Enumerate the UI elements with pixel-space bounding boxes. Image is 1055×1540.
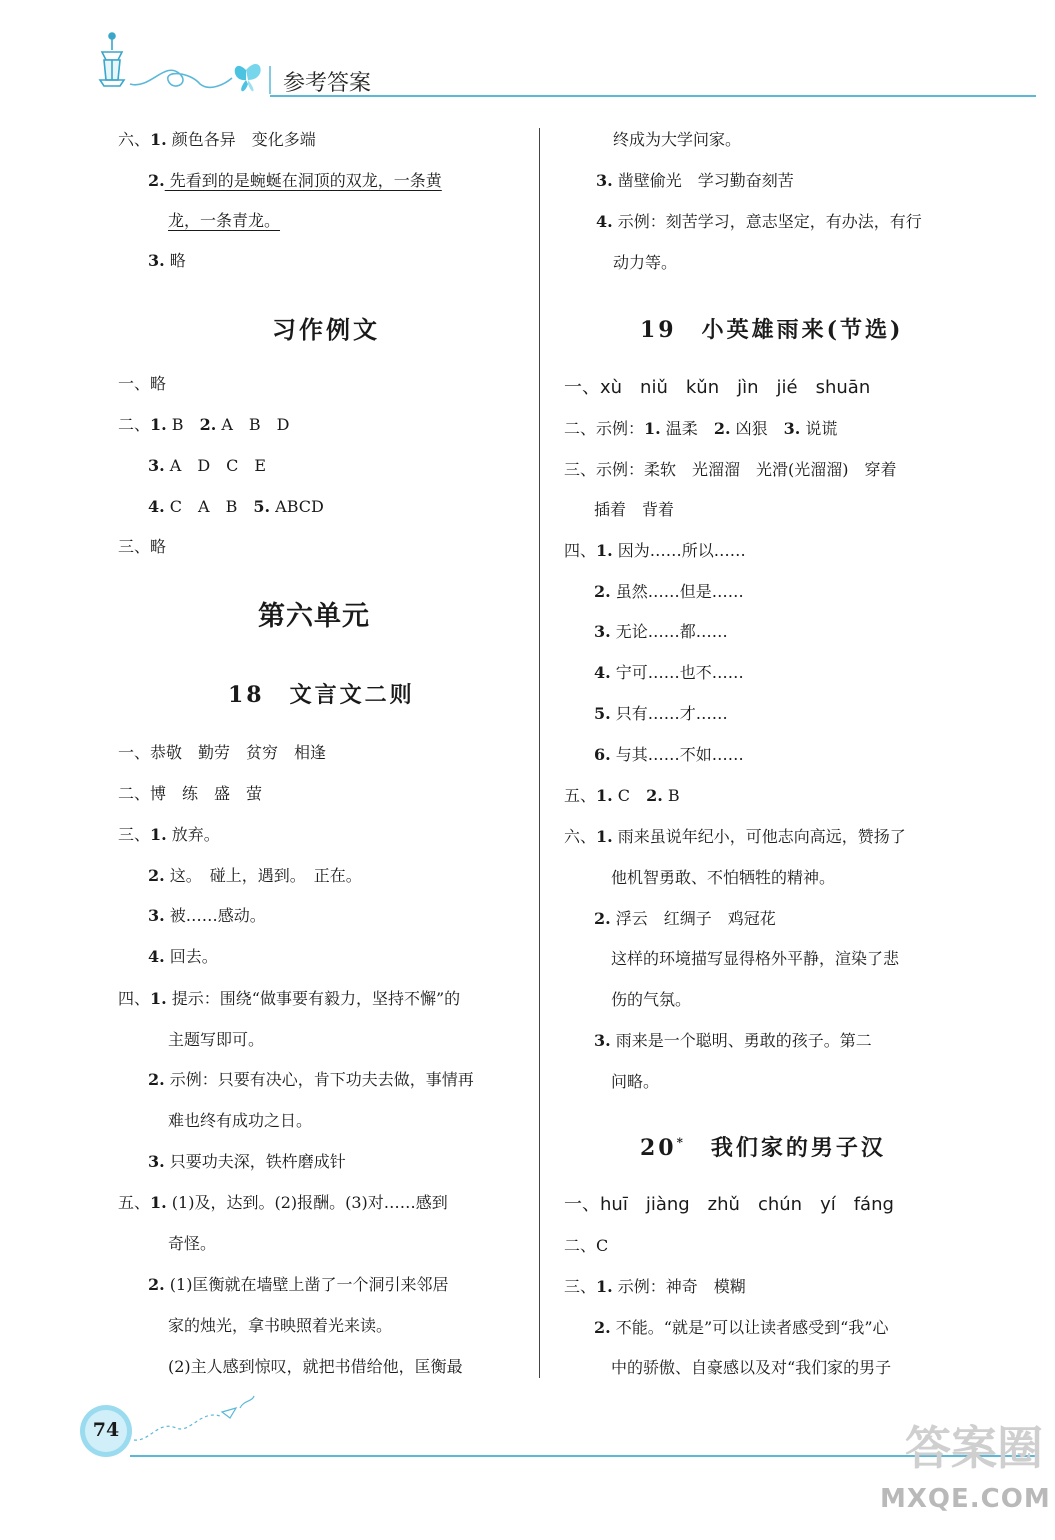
answer-line: 2. (1)匡衡就在墙壁上凿了一个洞引来邻居 [148, 1275, 449, 1294]
section-title: 19 小英雄雨来(节选) [640, 317, 904, 343]
answer-line: 问略。 [611, 1072, 660, 1091]
answer-line: 5. 只有……才…… [594, 704, 728, 723]
answer-line: 四、1. 因为……所以…… [564, 541, 746, 560]
answer-line: 三、略 [118, 537, 167, 556]
answer-line: 二、1. B 2. A B D [118, 415, 290, 434]
column-divider [539, 128, 540, 1378]
header-decoration [0, 0, 1055, 110]
answer-line: 3. 雨来是一个聪明、勇敢的孩子。第二 [594, 1031, 872, 1050]
answer-line: 插着 背着 [594, 500, 675, 519]
answer-line: 2. 这。 碰上，遇到。 正在。 [148, 866, 362, 885]
watermark-logo: 答案圈 [905, 1421, 1043, 1475]
page-header [0, 0, 1055, 110]
butterfly-icon [235, 64, 261, 91]
page-number: 74 [92, 1419, 120, 1441]
answer-line: 2. 浮云 红绸子 鸡冠花 [594, 909, 776, 928]
answer-line: 四、1. 提示：围绕“做事要有毅力，坚持不懈”的 [118, 989, 461, 1008]
answer-line: 三、1. 放弃。 [118, 825, 220, 844]
answer-line: 二、C [564, 1236, 609, 1255]
answer-line: 奇怪。 [168, 1234, 217, 1253]
answer-line: 这样的环境描写显得格外平静，渲染了悲 [611, 949, 900, 968]
answer-line: 二、博 练 盛 萤 [118, 784, 263, 803]
answer-line: 五、1. (1)及，达到。(2)报酬。(3)对……感到 [118, 1193, 448, 1212]
answer-line: 4. C A B 5. ABCD [148, 497, 324, 516]
answer-line: 4. 回去。 [148, 947, 218, 966]
answer-line: 4. 宁可……也不…… [594, 663, 744, 682]
watermark-text: MXQE.COM [880, 1484, 1051, 1514]
answer-line: 难也终有成功之日。 [168, 1111, 313, 1130]
answer-line: 终成为大学问家。 [613, 130, 742, 149]
answer-line: (2)主人感到惊叹，就把书借给他，匡衡最 [168, 1357, 463, 1376]
answer-line: 3. 被……感动。 [148, 906, 266, 925]
answer-line: 3. 凿壁偷光 学习勤奋刻苦 [596, 171, 794, 190]
section-title: 20* 我们家的男子汉 [640, 1135, 886, 1161]
answer-line: 一、huī jiàng zhǔ chún yí fáng [564, 1194, 894, 1215]
answer-line: 2. 虽然……但是…… [594, 582, 744, 601]
answer-line: 一、xù niǔ kǔn jìn jié shuān [564, 377, 871, 398]
answer-line: 他机智勇敢、不怕牺牲的精神。 [611, 868, 836, 887]
answer-line: 六、1. 颜色各异 变化多端 [118, 130, 316, 149]
answer-line: 3. 略 [148, 251, 186, 270]
answer-line: 三、示例：柔软 光溜溜 光滑(光溜溜) 穿着 [564, 460, 897, 479]
answer-line: 家的烛光，拿书映照着光来读。 [168, 1316, 393, 1335]
answer-line: 3. A D C E [148, 456, 267, 475]
answer-line: 2. 示例：只要有决心，肯下功夫去做，事情再 [148, 1070, 474, 1089]
section-title: 习作例文 [272, 315, 380, 344]
answer-line: 二、示例：1. 温柔 2. 凶狠 3. 说谎 [564, 419, 838, 438]
answer-line: 主题写即可。 [168, 1030, 265, 1049]
answer-line: 4. 示例：刻苦学习，意志坚定，有办法，有行 [596, 212, 922, 231]
lantern-icon [100, 33, 124, 86]
answer-line: 一、恭敬 勤劳 贫穷 相逢 [118, 743, 327, 762]
answer-line: 六、1. 雨来虽说年纪小，可他志向高远，赞扬了 [564, 827, 906, 846]
section-title: 18 文言文二则 [228, 682, 415, 708]
answer-line: 五、1. C 2. B [564, 786, 680, 805]
answer-line: 3. 只要功夫深，铁杵磨成针 [148, 1152, 346, 1171]
answer-line: 三、1. 示例：神奇 模糊 [564, 1277, 746, 1296]
answer-line: 6. 与其……不如…… [594, 745, 744, 764]
answer-line: 一、略 [118, 374, 167, 393]
answer-line: 动力等。 [613, 253, 678, 272]
answer-line: 3. 无论……都…… [594, 622, 728, 641]
answer-line: 2. 先看到的是蜿蜒在洞顶的双龙，一条黄 [148, 171, 442, 190]
unit-title: 第六单元 [258, 601, 370, 632]
answer-line: 中的骄傲、自豪感以及对“我们家的男子 [611, 1358, 892, 1377]
answer-line: 伤的气氛。 [611, 990, 692, 1009]
answer-line: 龙，一条青龙。 [168, 211, 281, 230]
header-title: 参考答案 [283, 71, 372, 96]
answer-line: 2. 不能。“就是”可以让读者感受到“我”心 [594, 1318, 889, 1337]
